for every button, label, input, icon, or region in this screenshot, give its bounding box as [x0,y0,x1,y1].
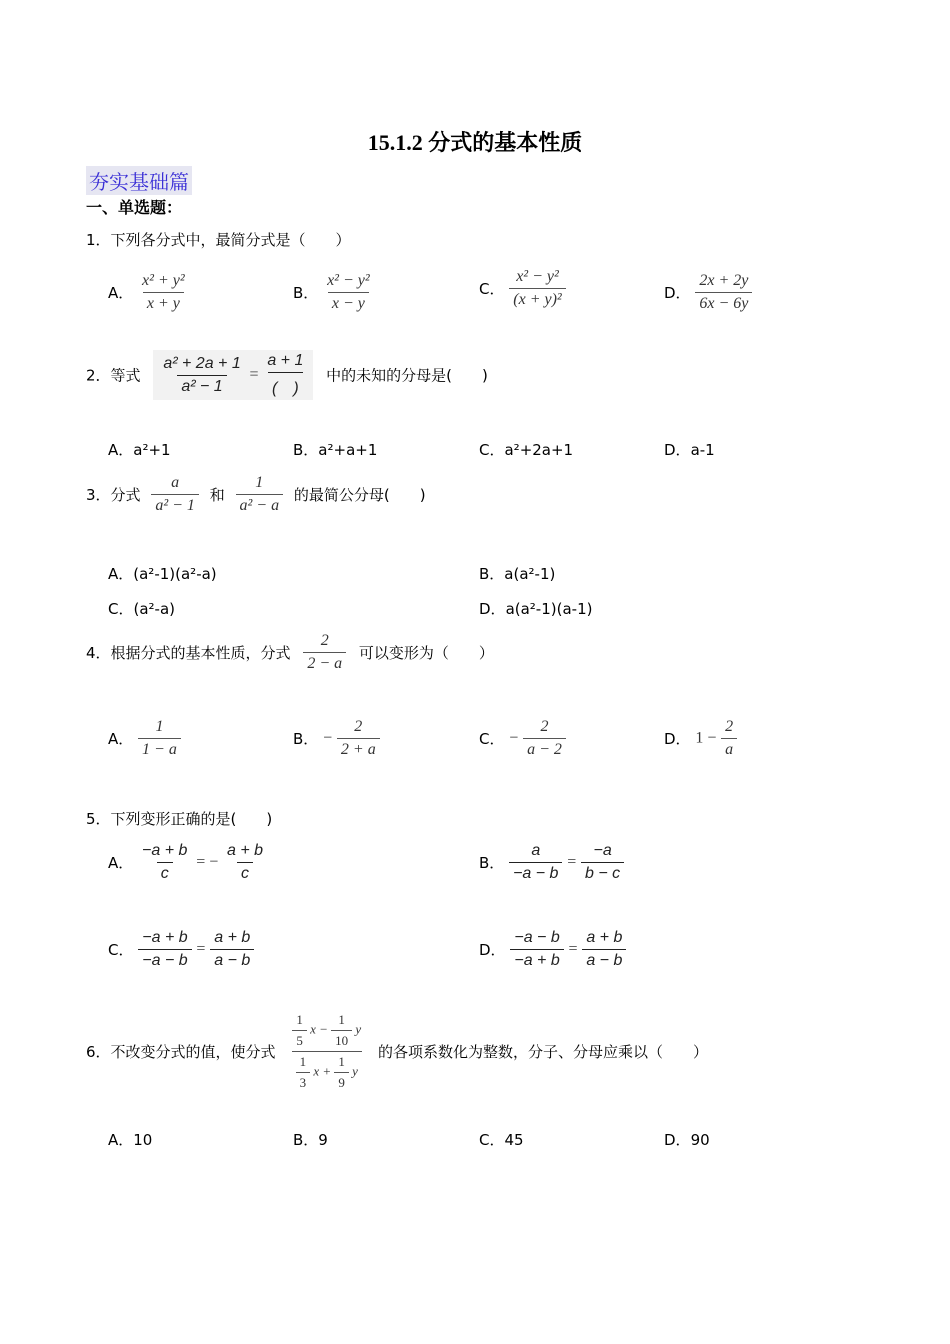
option-label: D． [479,600,506,618]
option-label: B． [293,730,319,748]
denominator: x − y [328,292,369,313]
q5-option-d[interactable] [479,929,626,970]
question-4-stem [86,632,494,673]
option-label: C． [479,1131,505,1149]
term: y [352,1063,358,1079]
q5-option-a[interactable] [108,842,267,883]
equals-sign: = [568,940,578,958]
q4-a-fraction [138,718,181,759]
q4-fraction [303,632,346,673]
q3-fraction-1 [151,474,199,515]
subsection-heading: 一、单选题： [86,198,183,217]
stem-text: 3．分式 [86,486,141,504]
coef [331,1012,352,1049]
q5-d-left-fraction [510,929,563,970]
numerator: −a [593,842,612,859]
q3-option-c[interactable] [108,598,175,619]
q1-a-fraction [138,272,189,313]
numerator: a + b [214,929,251,946]
denominator: 2 + a [337,738,380,759]
stem-text: 的最简公分母( ) [293,486,426,504]
question-6-stem [86,1012,708,1091]
option-label: A． [108,730,134,748]
stem-text: 2．等式 [86,366,141,385]
option-label: B． [293,441,319,459]
page-title: 15.1.2 分式的基本性质 [367,130,583,155]
q1-c-fraction [509,268,565,309]
q3-option-d[interactable] [479,598,592,619]
denominator: −a − b [509,862,562,883]
option-label: D． [479,941,506,959]
denominator: b − c [581,862,624,883]
numerator: a² + 2a + 1 [163,354,241,372]
denominator: 3 [296,1072,311,1091]
stem-text: 6．不改变分式的值，使分式 [86,1043,276,1061]
stem-text: 可以变形为（ ） [358,644,494,662]
denominator: a² − 1 [151,494,199,515]
option-text: a²+a+1 [318,441,378,459]
numerator: −a − b [514,929,560,946]
q1-option-c[interactable] [479,268,566,309]
option-text: (a²-a) [133,600,175,618]
q5-d-right-fraction [582,929,626,970]
equals-sign: = [567,853,577,871]
q6-complex-fraction [288,1012,365,1091]
q4-d-fraction [721,718,737,759]
q5-a-left-fraction [138,842,191,883]
denominator: a [721,738,737,759]
denominator: a² − a [236,494,284,515]
q2-left-fraction [159,355,244,396]
q2-option-d[interactable] [664,439,715,460]
option-text: 9 [318,1131,328,1149]
option-text: a(a²-1)(a-1) [505,600,593,618]
denominator: c [237,862,253,883]
option-label: A． [108,854,134,872]
prefix: − [509,729,519,747]
q3-fraction-2 [236,474,284,515]
option-label: C． [479,280,505,298]
option-text: 45 [504,1131,524,1149]
option-label: D． [664,284,691,302]
numerator: 2 [354,718,363,735]
denominator: 2 − a [303,652,346,673]
coef [296,1054,311,1091]
option-label: B． [293,1131,319,1149]
option-text: a-1 [690,441,715,459]
stem-text: 中的未知的分母是( ) [326,366,488,385]
denominator: c [157,862,173,883]
numerator: a [531,842,541,859]
numerator: 1 [338,1012,345,1027]
denominator: a − 2 [523,738,566,759]
numerator: 2x + 2y [699,272,749,289]
q3-option-b[interactable] [479,563,555,584]
option-label: B． [293,284,319,302]
equals-sign: = [249,366,259,383]
q5-c-right-fraction [210,929,254,970]
q4-c-fraction [523,718,566,759]
q5-option-c[interactable] [108,929,254,970]
prefix: − [323,729,333,747]
denominator: a − b [210,949,254,970]
q4-option-c[interactable] [479,718,566,759]
numerator: 1 [296,1012,303,1027]
term: x − [310,1021,328,1037]
option-label: B． [479,854,505,872]
numerator: a + b [586,929,623,946]
numerator: 1 [155,718,164,735]
q4-b-fraction [337,718,380,759]
term: y [355,1021,362,1037]
equals-sign: = − [196,853,219,871]
q6-option-d[interactable] [664,1129,710,1150]
stem-text: 和 [209,486,225,504]
denominator: 5 [292,1030,307,1049]
option-text: a²+2a+1 [504,441,574,459]
q6-option-b[interactable] [293,1129,328,1150]
option-label: C． [479,441,505,459]
q5-option-b[interactable] [479,842,624,883]
denominator: 9 [334,1072,349,1091]
denominator: 10 [331,1030,352,1049]
q5-b-right-fraction [581,842,624,883]
stem-text: 的各项系数化为整数，分子、分母应乘以（ ） [377,1043,708,1061]
q2-right-fraction [263,352,307,398]
section-heading: 夯实基础篇 [86,166,192,195]
q1-option-a[interactable] [108,272,189,313]
option-text: 90 [690,1131,710,1149]
denominator: −a − b [138,949,191,970]
q1-b-fraction [323,272,374,313]
numerator: a + b [227,842,264,859]
numerator: −a + b [142,929,188,946]
option-label: A． [108,284,134,302]
option-label: C． [108,600,134,618]
question-3-stem [86,474,426,515]
numerator [288,1012,365,1051]
stem-text: 4．根据分式的基本性质，分式 [86,644,291,662]
option-text: a²+1 [133,441,171,459]
denominator: ( ) [268,372,303,398]
numerator: −a + b [142,842,188,859]
q6-option-a[interactable] [108,1129,152,1150]
numerator: 1 [338,1054,345,1069]
q1-option-b[interactable] [293,272,374,313]
denominator: a − b [582,949,626,970]
option-label: D． [664,441,691,459]
option-label: A． [108,441,134,459]
option-text: (a²-1)(a²-a) [133,565,217,583]
numerator: 1 [255,474,264,491]
q1-d-fraction [695,272,752,313]
coef [334,1054,349,1091]
q2-option-b[interactable] [293,439,377,460]
denominator: 1 − a [138,738,181,759]
q4-option-a[interactable] [108,718,181,759]
q4-option-d[interactable] [664,718,737,759]
option-label: C． [108,941,134,959]
question-1-stem: 1．下列各分式中，最简分式是（ ） [86,231,351,249]
option-label: D． [664,730,691,748]
denominator: a² − 1 [177,375,226,396]
question-5-stem: 5．下列变形正确的是( ) [86,810,273,828]
q5-a-right-fraction [223,842,267,883]
denominator: (x + y)² [509,288,565,309]
numerator: 2 [320,632,329,649]
q1-option-d[interactable] [664,272,752,313]
q3-option-a[interactable] [108,563,217,584]
prefix: 1 − [695,729,717,747]
numerator: x² − y² [516,268,559,285]
denominator: x + y [143,292,184,313]
option-text: 10 [133,1131,153,1149]
denominator: −a + b [510,949,563,970]
denominator [292,1051,362,1091]
option-label: D． [664,1131,691,1149]
q2-equation-image [153,350,313,400]
q6-option-c[interactable] [479,1129,524,1150]
q5-c-left-fraction [138,929,191,970]
numerator: x² + y² [142,272,185,289]
q5-b-left-fraction [509,842,562,883]
denominator: 6x − 6y [695,292,752,313]
q2-option-c[interactable] [479,439,573,460]
option-text: a(a²-1) [504,565,556,583]
q4-option-b[interactable] [293,718,380,759]
numerator: 2 [540,718,549,735]
option-label: C． [479,730,505,748]
q2-option-a[interactable] [108,439,171,460]
term: x + [313,1063,332,1079]
equals-sign: = [196,940,206,958]
numerator: a [171,474,180,491]
option-label: A． [108,565,134,583]
question-2-stem [86,350,488,400]
numerator: a + 1 [267,352,304,369]
option-label: A． [108,1131,134,1149]
option-label: B． [479,565,505,583]
numerator: x² − y² [327,272,370,289]
coef [292,1012,307,1049]
numerator: 1 [299,1054,307,1069]
numerator: 2 [725,718,734,735]
